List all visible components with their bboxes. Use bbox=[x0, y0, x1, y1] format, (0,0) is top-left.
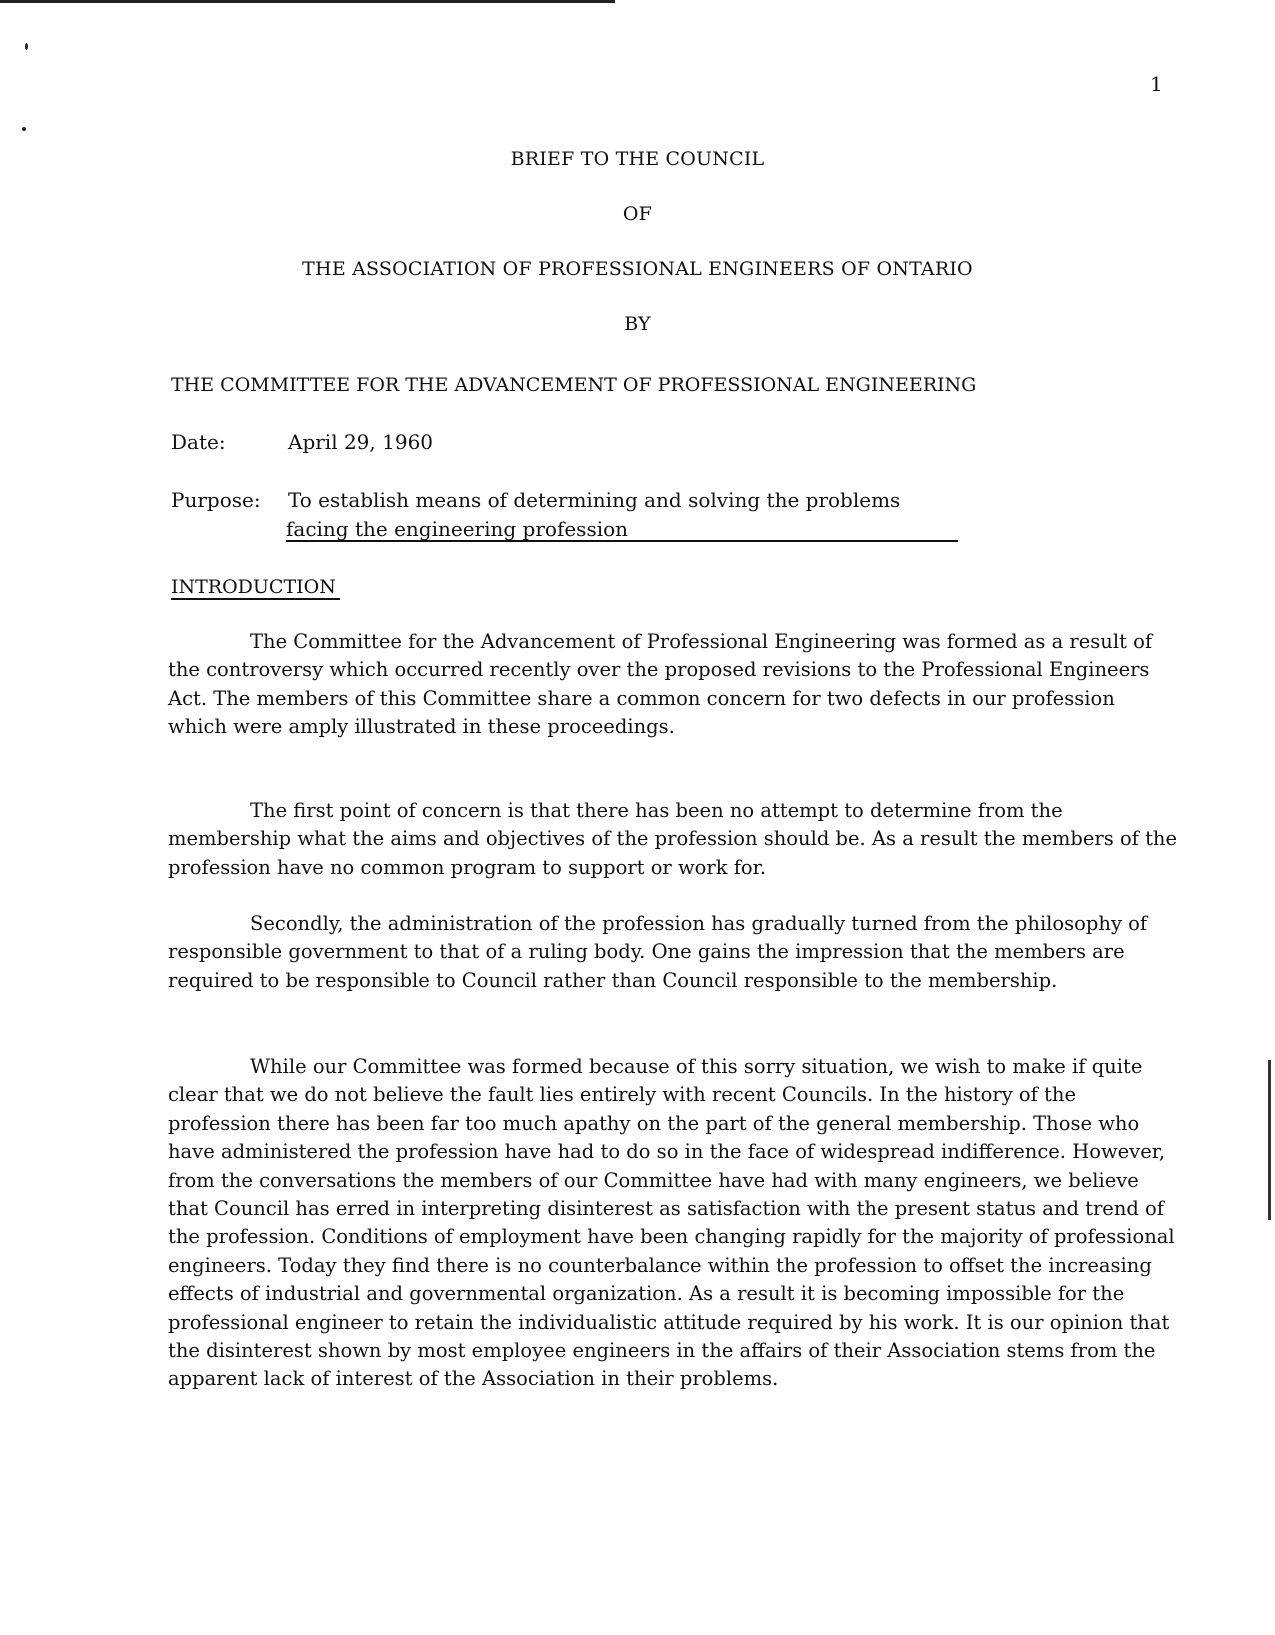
scan-top-border bbox=[0, 0, 615, 3]
scan-speck bbox=[22, 127, 26, 131]
section-heading: INTRODUCTION bbox=[171, 576, 340, 600]
purpose-line-1: To establish means of determining and solving the problems bbox=[288, 488, 901, 512]
scan-right-mark bbox=[1268, 1060, 1271, 1220]
scan-speck bbox=[25, 43, 28, 50]
page-number: 1 bbox=[1150, 72, 1163, 96]
date-label: Date: bbox=[171, 430, 226, 454]
paragraph-3: Secondly, the administration of the profession has gradually turned from the philosophy of responsible government to that of a ruling body. One gains the impression that the members are required to be responsible to Council rather than Council responsible to the membership. bbox=[168, 912, 1148, 992]
title-line-1: BRIEF TO THE COUNCIL bbox=[510, 148, 765, 170]
title-line-2: OF bbox=[622, 203, 653, 225]
title-line-4: BY bbox=[624, 313, 651, 335]
purpose-line-2: facing the engineering profession bbox=[286, 518, 958, 542]
purpose-label: Purpose: bbox=[171, 488, 261, 512]
paragraph-4: While our Committee was formed because of this sorry situation, we wish to make if quite clear that we do not believe the fault lies entirely with recent Councils. In the history of the profession there has been far too much apathy on the part of the general membership. Those who have administered the profession have had to do so in the face of widespread indifference. However, from the conversations the members of our Committee have had with many engineers, we believe that Council has erred in interpreting disinterest as satisfaction with the present status and trend of the profession. Conditions of employment have been changing rapidly for the majority of professional engineers. Today they find there is no counterbalance within the profession to offset the increasing effects of industrial and governmental organization. As a result it is becoming impossible for the professional engineer to retain the individualistic attitude required by his work. It is our opinion that the disinterest shown by most employee engineers in the affairs of their Association stems from the apparent lack of interest of the Association in their problems. bbox=[168, 1055, 1175, 1391]
paragraph-1: The Committee for the Advancement of Professional Engineering was formed as a result of the controversy which occurred recently over the proposed revisions to the Professional Engineers Act. The members of this Committee share a common concern for two defects in our profession which were amply illustrated in these proceedings. bbox=[168, 630, 1153, 739]
date-value: April 29, 1960 bbox=[288, 430, 434, 454]
title-line-3: THE ASSOCIATION OF PROFESSIONAL ENGINEERS OF ONTARIO bbox=[302, 258, 973, 280]
paragraph-2: The first point of concern is that there has been no attempt to determine from the membership what the aims and objectives of the profession should be. As a result the members of the profession have no common program to support or work for. bbox=[168, 799, 1178, 879]
title-line-5: THE COMMITTEE FOR THE ADVANCEMENT OF PROFESSIONAL ENGINEERING bbox=[171, 374, 977, 396]
